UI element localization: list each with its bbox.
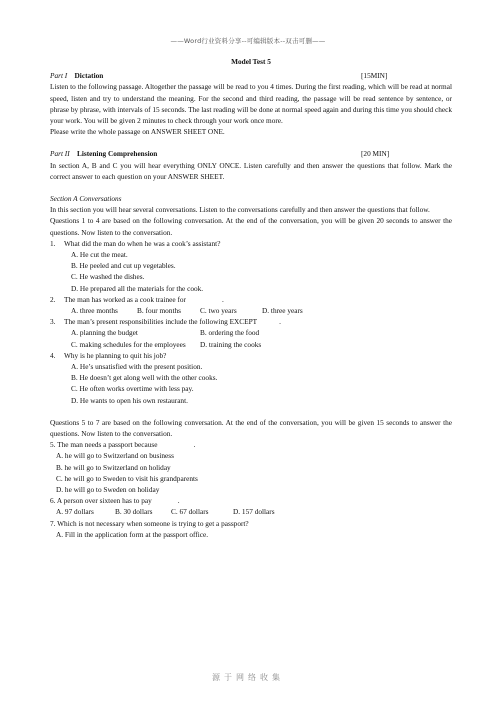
option-3b: B. ordering the food [200,328,260,338]
option-5b: B. he will go to Switzerland on holiday [56,462,171,472]
option-1a: A. He cut the meat. [71,250,128,260]
question-7: 7. Which is not necessary when someone is trying to get a passport? [50,518,249,528]
document-title: Model Test 5 [231,57,271,66]
option-6c: C. 67 dollars [171,507,209,517]
page-footer: 源于网络收集 [212,673,284,682]
part1-heading [50,70,452,81]
part1-instructions: Listen to the following passage. Altogether the passage will be read to you 4 times. During the first reading, which will be read at normal speed, listen and try to understand the meaning. For the second and third reading, the passage will be read sentence by sentence, or phrase by phrase, with intervals of 15 seconds. The last reading will be done at normal speed again and during this time you should check your work. You will be given 2 minutes to check through your work once more. [50,82,452,125]
option-7a: A. Fill in the application form at the passport office. [56,529,209,539]
part2-time: [20 MIN] [361,149,390,159]
option-2c: C. two years [200,306,237,316]
question-text: 5. The man needs a passport because [50,440,158,450]
document-body [50,56,452,540]
part1-label: Part I [50,71,68,81]
option-5a: A. he will go to Switzerland on business [56,451,174,461]
options-row-3a [50,327,452,338]
options-row-6 [50,506,452,517]
option-2a: A. three months [71,306,118,316]
option-2d: D. three years [262,306,303,316]
question-3: 3. The man’s present responsibilities include the following EXCEPT . [50,317,281,327]
question-text: What did the man do when he was a cook’s assistant? [64,238,221,248]
part1-answer-note: Please write the whole passage on ANSWER SHEET ONE. [50,127,225,137]
option-3c: C. making schedules for the employees [71,339,186,349]
questions-1-4-intro: Questions 1 to 4 are based on the following conversation. At the end of the conversation, you will be given 20 seconds to answer the questions. Now listen to the conversation. [50,216,452,237]
question-number: 2. [50,294,56,304]
option-6a: A. 97 dollars [56,507,94,517]
part2-name: Listening Comprehension [76,149,158,159]
question-1 [50,238,452,249]
question-text: 6. A person over sixteen has to pay [50,496,152,506]
option-4d: D. He wants to open his own restaurant. [71,395,188,405]
part1-name: Dictation [74,71,104,81]
option-5c: C. he will go to Sweden to visit his grandparents [56,473,198,483]
option-4b: B. He doesn’t get along well with the other cooks. [71,373,218,383]
question-6: 6. A person over sixteen has to pay . [50,496,180,506]
option-1d: D. He prepared all the materials for the cook. [71,283,204,293]
option-1c: C. He washed the dishes. [71,272,145,282]
option-6b: B. 30 dollars [115,507,153,517]
option-1b: B. He peeled and cut up vegetables. [71,261,176,271]
question-4 [50,350,452,361]
part2-intro: In section A, B and C you will hear everything ONLY ONCE. Listen carefully and then answer the questions that follow. Mark the correct answer to each question on your ANSWER SHEET. [50,160,452,181]
part2-label: Part II [50,149,70,159]
option-3a: A. planning the budget [71,328,138,338]
option-4c: C. He often works overtime with less pay. [71,384,194,394]
question-number: 3. [50,317,56,327]
question-text: The man has worked as a cook trainee for [64,294,186,304]
question-2: 2. The man has worked as a cook trainee for . [50,294,224,304]
options-row-3b [50,339,452,350]
question-text: The man’s present responsibilities include the following EXCEPT [64,317,258,327]
option-5d: D. he will go to Sweden on holiday [56,485,160,495]
questions-5-7-intro: Questions 5 to 7 are based on the following conversation. At the end of the conversation, you will be given 15 seconds to answer the questions. Now listen to the conversation. [50,417,452,439]
section-a-intro: In this section you will hear several conversations. Listen to the conversations carefully and then answer the questions that follow. [50,205,430,215]
option-2b: B. four months [137,306,181,316]
options-row-2 [50,305,452,316]
page-header: ——Word行业资料分享--可编辑版本--双击可删—— [170,37,326,45]
question-number: 1. [50,238,56,248]
question-number: 4. [50,350,56,360]
part1-time: [15MIN] [361,71,388,81]
section-a-heading: Section A Conversations [50,194,122,203]
question-text: Why is he planning to quit his job? [64,350,167,360]
option-3d: D. training the cooks [200,339,262,349]
option-4a: A. He’s unsatisfied with the present position. [71,362,203,372]
part2-heading [50,148,452,159]
option-6d: D. 157 dollars [233,507,275,517]
question-5: 5. The man needs a passport because . [50,440,196,450]
